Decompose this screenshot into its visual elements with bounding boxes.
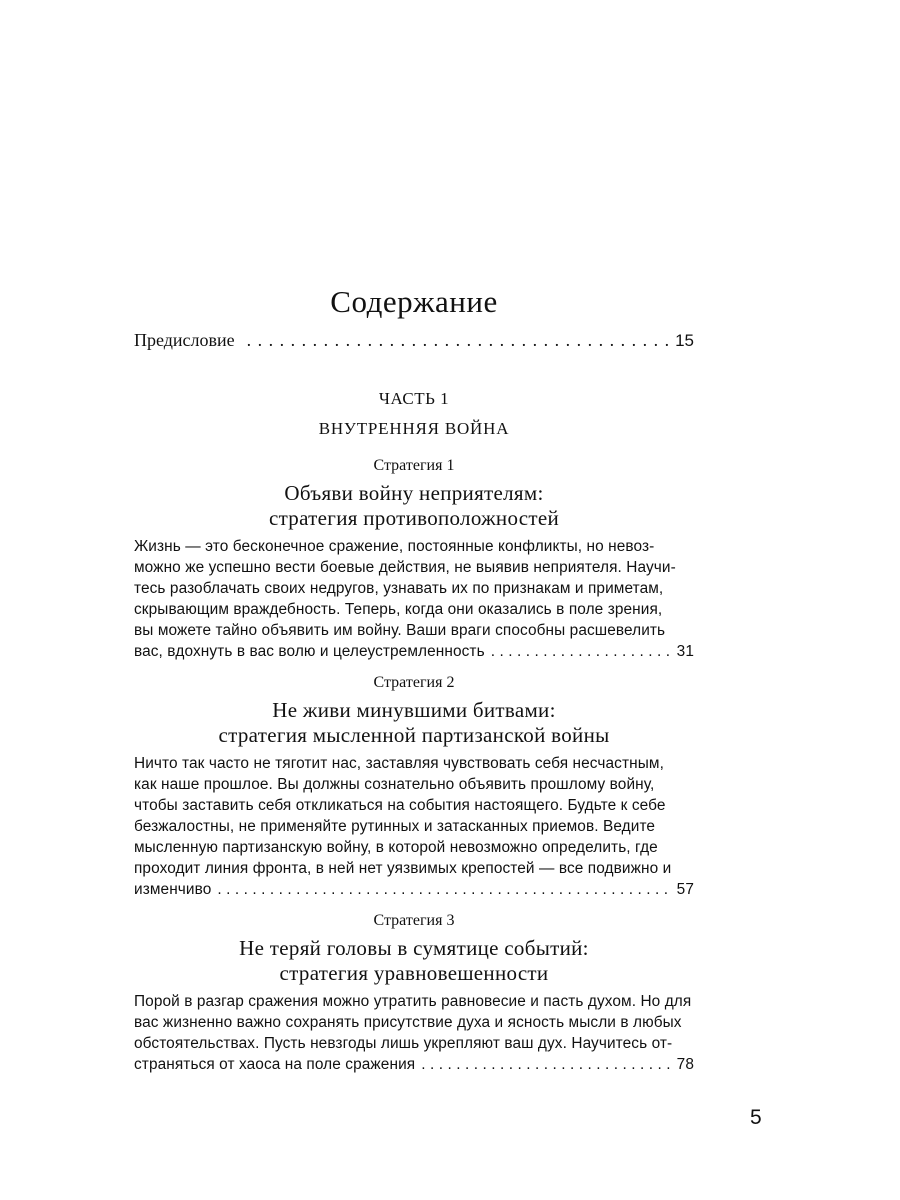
description-last-line xyxy=(134,1054,694,1075)
strategy-description xyxy=(134,991,694,1075)
strategy-title: Не живи минувшими битвами: xyxy=(272,698,556,722)
description-line: вас, вдохнуть в вас волю и целеустремленность xyxy=(134,643,485,660)
description-line: скрывающим враждебность. Теперь, когда они оказались в поле зрения, xyxy=(134,601,663,618)
description-line: Жизнь — это бесконечное сражение, постоянные конфликты, но невоз- xyxy=(134,538,655,555)
strategy-label: Стратегия 1 xyxy=(373,457,455,474)
description-line: можно же успешно вести боевые действия, не выявив неприятеля. Научи- xyxy=(134,559,676,576)
table-of-contents xyxy=(134,282,694,1085)
toc-entry-page: 57 xyxy=(676,881,694,898)
strategy-label: Стратегия 2 xyxy=(373,674,455,691)
strategy-entry[interactable] xyxy=(134,910,694,1075)
description-line: проходит линия фронта, в ней нет уязвимых крепостей — все подвижно и xyxy=(134,860,672,877)
strategy-entry[interactable] xyxy=(134,455,694,662)
description-line: безжалостны, не применяйте рутинных и затасканных приемов. Ведите xyxy=(134,818,656,835)
description-line: чтобы заставить себя откликаться на события настоящего. Будьте к себе xyxy=(134,797,666,814)
leader-dots xyxy=(247,328,673,352)
strategy-title: Не теряй головы в сумятице событий: xyxy=(239,936,589,960)
strategy-subtitle: стратегия противоположностей xyxy=(268,506,560,530)
description-line: как наше прошлое. Вы должны сознательно объявить прошлому войну, xyxy=(134,776,655,793)
description-line: изменчиво xyxy=(134,881,212,898)
toc-entry-page: 31 xyxy=(676,643,694,660)
description-last-line xyxy=(134,641,694,662)
strategy-subtitle: стратегия мысленной партизанской войны xyxy=(218,723,610,747)
description-line: страняться от хаоса на поле сражения xyxy=(134,1056,416,1073)
leader-dots xyxy=(491,641,673,662)
description-line: вас жизненно важно сохранять присутствие духа и ясность мысли в любых xyxy=(134,1014,682,1031)
page-number: 5 xyxy=(750,1106,762,1129)
toc-entry-label: Предисловие xyxy=(134,330,235,350)
description-line: обстоятельствах. Пусть невзгоды лишь укрепляют ваш дух. Научитесь от- xyxy=(134,1035,673,1052)
part-label: ЧАСТЬ 1 xyxy=(378,389,450,408)
description-line: мысленную партизанскую войну, в которой невозможно определить, где xyxy=(134,839,658,856)
toc-entry-page: 78 xyxy=(676,1056,694,1073)
strategy-description xyxy=(134,536,694,662)
part-title: ВНУТРЕННЯЯ ВОЙНА xyxy=(318,419,510,438)
description-line: Ничто так часто не тяготит нас, заставляя чувствовать себя несчастным, xyxy=(134,755,664,772)
toc-entry-page: 15 xyxy=(675,331,694,350)
strategy-title: Объяви войну неприятелям: xyxy=(284,481,544,505)
strategy-list xyxy=(134,455,694,1075)
description-line: Порой в разгар сражения можно утратить равновесие и пасть духом. Но для xyxy=(134,993,692,1010)
description-line: вы можете тайно объявить им войну. Ваши враги способны расшевелить xyxy=(134,622,666,639)
description-line: тесь разоблачать своих недругов, узнавать их по признакам и приметам, xyxy=(134,580,664,597)
toc-entry-preface[interactable] xyxy=(134,328,694,353)
strategy-description xyxy=(134,753,694,900)
leader-dots xyxy=(421,1054,672,1075)
page-title: Содержание xyxy=(330,284,498,319)
leader-dots xyxy=(217,879,672,900)
description-last-line xyxy=(134,879,694,900)
strategy-label: Стратегия 3 xyxy=(373,912,455,929)
strategy-entry[interactable] xyxy=(134,672,694,900)
strategy-subtitle: стратегия уравновешенности xyxy=(279,961,549,985)
